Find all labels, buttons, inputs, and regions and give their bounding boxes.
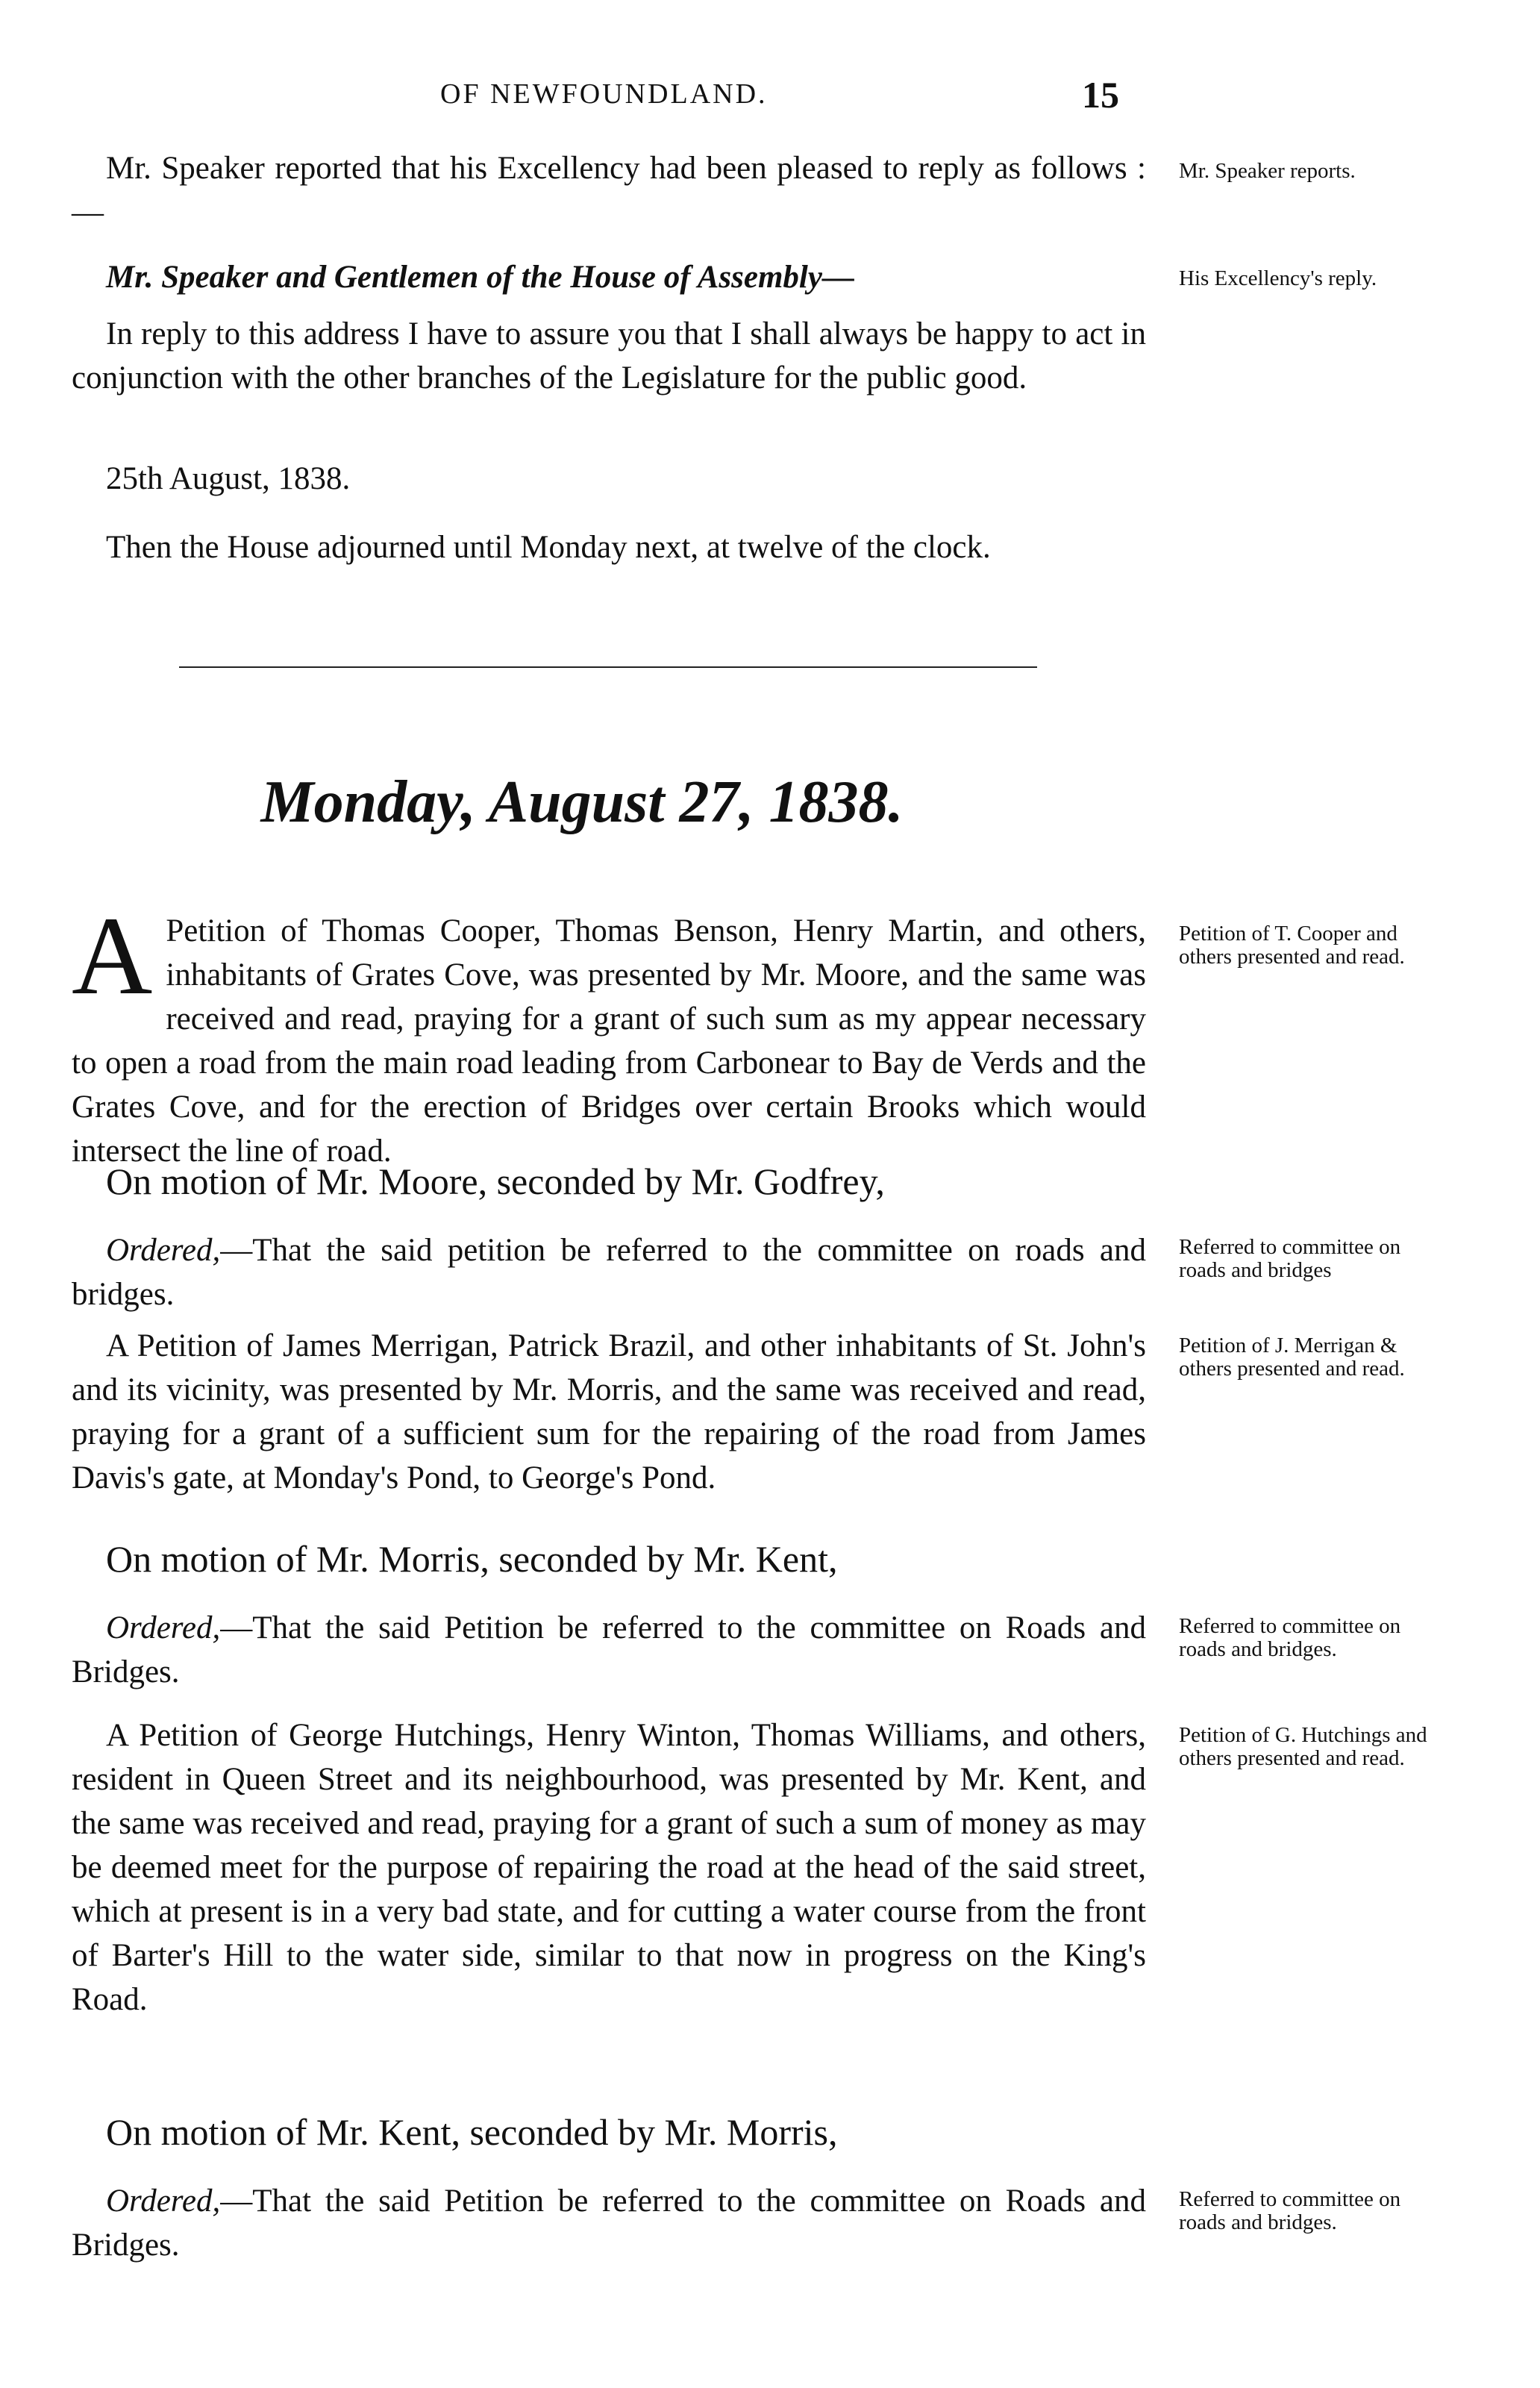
- petition-cooper-paragraph: [72, 894, 1146, 1173]
- ordered-3-text: —That the said Petition be referred to the committee on Roads and Bridges.: [72, 2184, 1146, 2263]
- ordered-2-paragraph: [72, 1606, 1146, 1694]
- margin-note-referred-2: Referred to committee on roads and bridges.: [1179, 1614, 1401, 1661]
- margin-note-referred-3: Referred to committee on roads and bridges.: [1179, 2187, 1401, 2234]
- petition-merrigan-paragraph: A Petition of James Merrigan, Patrick Brazil, and other inhabitants of St. John's and its vicinity, was presented by Mr. Morris, and the same was received and read, praying for a grant of a sufficient sum for the repairing of the road from James Davis's gate, at Monday's Pond, to George's Pond.: [72, 1328, 1146, 1495]
- motion-moore: On motion of Mr. Moore, seconded by Mr. Godfrey,: [106, 1160, 885, 1202]
- speaker-reported-paragraph: Mr. Speaker reported that his Excellency had been pleased to reply as follows :—: [72, 151, 1146, 230]
- reply-paragraph: In reply to this address I have to assure you that I shall always be happy to act in conjunction with the other branches of the Legislature for the public good.: [72, 316, 1146, 396]
- address-salutation: Mr. Speaker and Gentlemen of the House of Assembly—: [106, 260, 854, 295]
- page-number: 15: [1082, 74, 1119, 116]
- petition-hutchings-paragraph: A Petition of George Hutchings, Henry Winton, Thomas Williams, and others, resident in Queen Street and its neighbourhood, was presented by Mr. Kent, and the same was received and read, praying for a grant of such a sum of money as may be deemed meet for the purpose of repairing the road at the head of the said street, which at present is in a very bad state, and for cutting a water course from the front of Barter's Hill to the water side, similar to that now in progress on the King's Road.: [72, 1718, 1146, 2017]
- margin-note-speaker-reports: Mr. Speaker reports.: [1179, 159, 1356, 183]
- ordered-1-text: —That the said petition be referred to the committee on roads and bridges.: [72, 1233, 1146, 1312]
- section-divider: [179, 666, 1037, 668]
- margin-note-cooper-petition: Petition of T. Cooper and others presented and read.: [1179, 922, 1405, 969]
- ordered-word: Ordered,: [106, 2184, 221, 2219]
- ordered-3-paragraph: [72, 2179, 1146, 2267]
- adjourned-paragraph: Then the House adjourned until Monday next, at twelve of the clock.: [106, 530, 991, 565]
- petition-cooper-text: Petition of Thomas Cooper, Thomas Benson, Henry Martin, and others, inhabitants of Grates Cove, was presented by Mr. Moore, and the same was received and read, praying for a grant of such sum as my appear necessary to open a road from the main road leading from Carbonear to Bay de Verds and the Grates Cove, and for the erection of Bridges over certain Brooks which would intersect the line of road.: [72, 913, 1146, 1169]
- ordered-word: Ordered,: [106, 1610, 221, 1645]
- motion-kent: On motion of Mr. Kent, seconded by Mr. Morris,: [106, 2111, 838, 2153]
- drop-cap: A: [72, 894, 153, 1018]
- margin-note-merrigan-petition: Petition of J. Merrigan & others presented and read.: [1179, 1334, 1405, 1381]
- ordered-2-text: —That the said Petition be referred to the committee on Roads and Bridges.: [72, 1610, 1146, 1690]
- reply-date: 25th August, 1838.: [106, 461, 351, 496]
- running-header-title: OF NEWFOUNDLAND.: [440, 78, 768, 110]
- ordered-word: Ordered,: [106, 1233, 221, 1268]
- ordered-1-paragraph: [72, 1228, 1146, 1316]
- date-heading: Monday, August 27, 1838.: [260, 769, 904, 835]
- margin-note-referred-1: Referred to committee on roads and bridges: [1179, 1235, 1401, 1282]
- motion-morris: On motion of Mr. Morris, seconded by Mr. Kent,: [106, 1538, 838, 1580]
- margin-note-hutchings-petition: Petition of G. Hutchings and others presented and read.: [1179, 1723, 1427, 1770]
- margin-note-excellency-reply: His Excellency's reply.: [1179, 266, 1377, 290]
